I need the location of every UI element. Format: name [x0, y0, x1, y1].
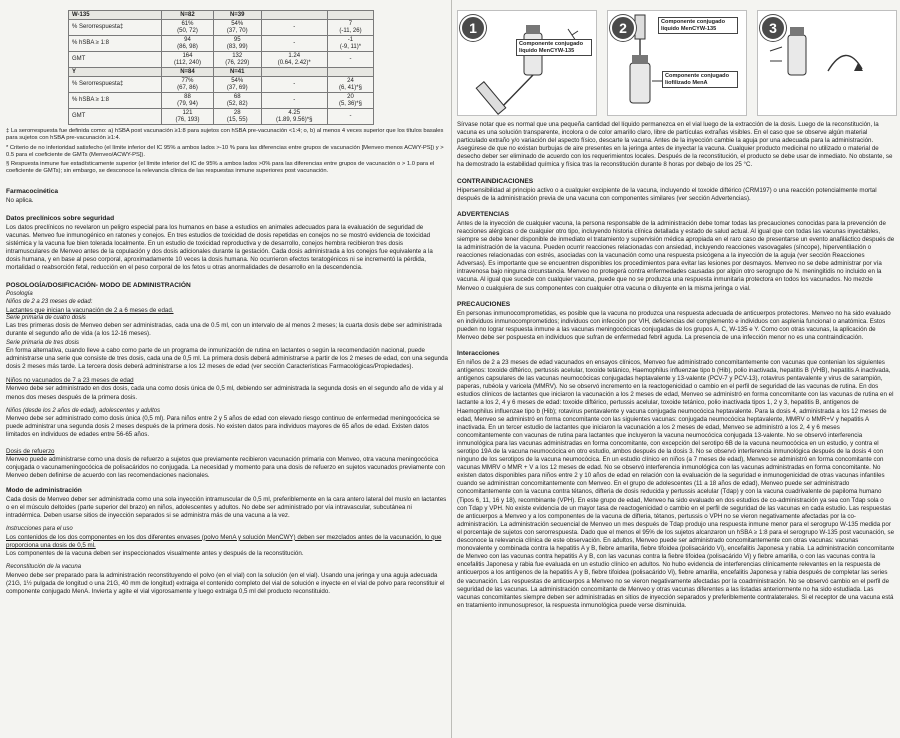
table-row	[69, 36, 374, 52]
heading-farmacocinetica: Farmacocinética	[6, 187, 59, 195]
heading-precauciones: PRECAUCIONES	[457, 300, 511, 308]
subheading-dosis-refuerzo: Dosis de refuerzo	[6, 447, 55, 455]
callout-liquid-component: Componente conjugado líquido MenCYW-135	[658, 17, 738, 34]
step-number-2: 2	[610, 15, 636, 41]
table-cell: N=84	[162, 68, 214, 77]
text-no-vacunados: Menveo debe ser administrado en dos dosis, cada una como dosis única de 0,5 ml, debiendo ser administrada la segunda dosis en el segundo año de vida y al menos dos meses después de la primera dosis.	[6, 385, 444, 401]
subheading-instrucciones: Instrucciones para el uso	[6, 526, 73, 533]
heading-modo-administracion: Modo de administración	[6, 486, 82, 494]
heading-advertencias: ADVERTENCIAS	[457, 210, 510, 218]
table-cell: % Serorrespuesta‡	[69, 20, 162, 36]
table-cell: -	[327, 109, 373, 125]
subheading-no-vacunados: Niños no vacunados de 7 a 23 meses de edad	[6, 377, 134, 385]
illustration-step-3	[757, 10, 897, 116]
heading-contraindicaciones: CONTRAINDICACIONES	[457, 177, 534, 185]
table-cell: -	[327, 52, 373, 68]
reconstitution-illustrations	[457, 10, 895, 118]
table-cell: 94 (86, 98)	[162, 36, 214, 52]
text-instrucciones-inspeccion: Los componentes de la vacuna deben ser inspeccionados visualmente antes y después de la reconstitución.	[6, 549, 304, 557]
table-cell: 88 (79, 94)	[162, 93, 214, 109]
table-cell: GMT	[69, 52, 162, 68]
table-cell: 68 (52, 82)	[213, 93, 261, 109]
table-cell: W-135	[69, 11, 162, 20]
text-ninos-adultos: Menveo debe ser administrado como dosis única (0,5 ml). Para niños entre 2 y 5 años de edad con elevado riesgo continuo de enfermedad meningocócica se puede administrar una segunda dosis 2 meses después de la primera dosis. No existen datos para individuos mayores de 65 años de edad. Existen datos limitados en individuos de edades entre 56-65 años.	[6, 415, 440, 439]
illustration-step-1	[457, 10, 597, 116]
step-number-1: 1	[460, 15, 486, 41]
table-cell: 4.25 (1.89, 9.56)*§	[261, 109, 327, 125]
table-cell: 164 (112, 240)	[162, 52, 214, 68]
footnote-no-inferioridad: * Criterio de no inferioridad satisfecho (el límite inferior del IC 95% a ambos lados >-10 % para las diferencias entre grupos de vacunación [Menveo menos ACWY-PS]) y > 0.5 para el coeficiente de GMTs (Menveo/ACWY-PS]).	[6, 144, 444, 158]
text-advertencias: Antes de la inyección de cualquier vacuna, la persona responsable de la administración debe tomar todas las precauciones conocidas para la prevención de reacciones alérgicas o de cualquier otro tipo, incluyendo historia clínica detallada y estado de salud actual. Al igual que con todas las vacunas inyectables, siempre se debe tener disponible de inmediato el tratamiento y supervisión médica apropiada en el raro caso de presentarse un evento anafiláctico después de la administración de la vacuna. Pueden ocurrir reacciones relacionadas con ansiedad, incluyendo reacciones vasovagales (síncope), hiperventilación o reacciones relacionadas con estrés, asociadas con la vacunación como una respuesta psicógena a la inyección de la aguja (ver sección Reacciones Adversas). Es importante que se encuentren disponibles los procedimientos para evitar las lesiones por desmayos. Menveo no se debe administrar por vía intravenosa bajo ninguna circunstancia. Menveo no protegerá contra enfermedades causadas por algún otro serogrupo de N. meningitidis no incluido en la vacuna. Al igual que sucede con cualquier vacuna, puede que no se produzca una respuesta inmunitaria protectora en todos los vacunados. No mezcle Menveo o cualquiera de sus componentes con cualquier otra vacuna o diluyente en la misma jeringa o vial.	[457, 219, 895, 292]
subheading-ninos-2-23: Niños de 2 a 23 meses de edad:	[6, 299, 93, 306]
table-cell: -	[261, 36, 327, 52]
table-cell: 77% (67, 86)	[162, 77, 214, 93]
table-cell: 28 (15, 55)	[213, 109, 261, 125]
text-dosis-refuerzo: Menveo puede administrarse como una dosis de refuerzo a sujetos que previamente recibieron vacunación primaria con Menveo, otra vacuna meningocócica conjugada o vacunameningocócica de polisacáridos no conjugada. La necesidad y momento para una dosis de refuerzo en sujetos vacunados previamente con Menveo deben definirse de acuerdo con las recomendaciones nacionales.	[6, 455, 445, 479]
footnote-superioridad: § Respuesta inmune fue estadísticamente superior (el límite inferior del IC de 95% a ambos lados >0% para las diferencias entre grupos de vacunación o > 1.0 para el coeficiente de GMTs); sin embargo, se desconoce la relevancia clínica de las respuestas inmune superiores post vacunación.	[6, 161, 435, 175]
right-column	[457, 0, 895, 611]
subheading-serie-tres: Serie primaria de tres dosis	[6, 339, 80, 346]
table-cell: -1 (-9, 11)*	[327, 36, 373, 52]
table-cell	[261, 68, 327, 77]
text-reconstitucion: Menveo debe ser preparado para la administración reconstituyendo el polvo (en el vial) con la solución (en el vial). Usando una jeringa y una aguja adecuada (21G, 1½ pulgada de longitud o una 21G, 40 mm de longitud) extraiga el contenido completo del vial de solución e inyecte en el vial de polvo para reconstituir el componente conjugado MenA. Invierta y agite el vial vigorosamente y luego extraiga 0,5 ml del producto reconstituido.	[6, 571, 445, 595]
table-cell: 61% (50, 72)	[162, 20, 214, 36]
heading-interacciones: Interacciones	[457, 349, 500, 357]
table-cell: N=82	[162, 11, 214, 20]
table-cell: GMT	[69, 109, 162, 125]
table-cell: % Serorrespuesta‡	[69, 77, 162, 93]
table-row	[69, 20, 374, 36]
table-header-row	[69, 11, 374, 20]
table-header-row	[69, 68, 374, 77]
table-row	[69, 109, 374, 125]
table-cell: -	[261, 20, 327, 36]
table-cell: 132 (76, 229)	[213, 52, 261, 68]
table-cell: % hSBA ≥ 1:8	[69, 93, 162, 109]
datos-preclinicos-text: Los datos preclínicos no revelaron un peligro especial para los humanos en base a estudios en animales adecuados para la evaluación de seguridad de vacunas. Menveo fue inmunogénico en ratones y conejos. En tres estudios de toxicidad de dosis repetidas en conejos no se mostró evidencia de toxicidad sistémica y la vacuna fue bien tolerada localmente. En un estudio de toxicidad reproductiva y de desarrollo, conejos hembra recibieron tres dosis intramusculares de Menveo antes de la copulación y dos dosis adicionales durante la gestación. Cada dosis administrada a los conejos fue equivalente a la dosis humana, y en base al peso corporal, aproximadamente 10 veces la dosis humana. No ocurrieron efectos teratogénicos ni se incrementó la pérdida, mortalidad o reabsorción fetal, reducción en el peso corporal de los fetos u otras anormalidades de desarrollo en la descendencia.	[6, 223, 433, 272]
table-cell: Y	[69, 68, 162, 77]
text-interacciones: En niños de 2 a 23 meses de edad vacunados en ensayos clínicos, Menveo fue administrado concomitantemente con vacunas que contenian los siguientes antígenos: toxoide diftérico, pertussis acelular, toxoide tetánico, Haemophilus influenzae tipo b (Hib), polio inactivada, hepatitis B (VHB), hepatitis A inactivada, antígenos capsulares de las vacunas neumocócicas conjugadas heptavalente y 13-valente (PCV-7 y PCV-13), rotavirus pentavalente y virus de sarampión, paperas, rubéola y varicela (MMRV). No se observó incremento en la reactogenicidad o cambio en el perfil de seguridad de las vacunas de rutina. En dos estudios clínicos de lactantes que iniciaron la vacunación a los 2 meses de edad, Menveo se administró en forma concomitante con las vacunas de rutina en el lactante a los 2, 4 y 6 meses de edad: toxoide diftérico, pertussis acelular, toxoide tetánico, polio inactivada tipos 1, 2 y 3, hepatitis B, antígenos de Haemophilus influenzae tipo b (Hib); rotavirus pentavalente y vacuna conjugada neumocócica heptavalente. Para la dosis 4, administrada a los 12 meses de edad, Menveo se administró en forma concomitante con las siguientes vacunas: conjugada neumocócica heptavalente, MMRV o MMR+V y hepatitis A inactivada. En un tercer estudio de lactantes que iniciaron la vacunación a los 2 meses de edad, Menveo se administró a los 2, 4 y 6 meses concomitantemente con vacunas de rutina para lactantes que incluyeron la vacuna neumocócica conjugada 13-valente. No se observó interferencia inmunológica para las vacunas administradas en forma concomitante, con excepción del serotipo 6B de la vacuna neumocócica en un estudio, y contra el serotipo 19A de la vacuna neumocócica en otro estudio, ambos después de la dosis 3. No se observó interferencia inmunológica después de la dosis 4 con ninguno de los serotipos de la vacuna neumocócica. En un estudio clínico en niños (a 7 meses de edad), Menveo se administró en forma concomitante con vacunas MMRV o MMR + V a los 12 meses de edad. No se observó interferencia inmunológica con las vacunas administradas en forma concomitante. No existen datos disponibles para niños entre 2 y 10 años de edad en relación con la evaluación de la seguridad e inmunogenicidad de otras vacunas infantiles cuando se administran concomitantemente con Menveo. En el grupo de adolescentes (11 a 18 años de edad), Menveo puede ser administrado concomitantemente con la vacuna contra tétanos, difteria de dosis reducida y pertussis acelular (Tdap) y con la vacuna cuadrivalente de papiloma humano (Tipos 6, 11, 16 y 18), recombinante (VPH). En este grupo de edad, Menveo ha sido evaluado en dos estudios de co-administración ya sea con Tdap sola o con Tdap y VPH. No existe evidencia de un mayor tasa de reactogenicidad o cambio en el perfil de seguridad de las vacunas en cada estudio. Las respuestas de anticuerpos a Menveo y a los componentes de la vacuna de difteria, tétanos, pertussis o VPH no se vieron negativamente afectadas por la co-administración. La administración secuencial de Menveo un mes después de Tdap produjo una respuesta inmune menor para el serogrupo W-135 medida por el porcentaje de sujetos con serorrespuesta. Dado que el menos el 95% de los sujetos alcanzaron un hSBA ≥ 1:8 para el serogrupo W-135 post vacunación, se desconoce la relevancia clínica de este observación. En adultos, Menveo puede ser administrado concomitantemente con otras vacunas: vacunas monovalente y combinada contra la hepatitis A y B, fiebre amarilla, fiebre tifoidea (polisacárido Vi), encefalitis Japonesa y rabia. La administración concomitante de Menveo con las vacunas contra hepatitis A y B, con las vacunas contra la fiebre tifoidea (polisacárido Vi) y fiebre amarilla, o con las vacunas contra la encefalitis Japonesa y rabia fue evaluada en un estudio clínico en adultos. No hubo evidencia de interferencias clínicamente relevantes en la respuesta de anticuerpos a los antígenos de la hepatitis A y B, fiebre tifoidea (polisacárido Vi), fiebre amarilla, encefalitis Japonesa y rabia después de completar las series de vacunación. Las respuestas de anticuerpos a Menveo no se vieron negativamente afectadas por la coadministración. No se observó cambio en el perfil de seguridad de las vacunas. La administración concomitante de Menveo y otras vacunas diferentes a las listadas anteriormente no ha sido estudiada. Las vacunas concomitantes siempre deben ser administradas en sitios de inyección separados y preferiblemente contralaterales. Si el receptor de una vacuna está en tratamiento inmunosupresor, la respuesta inmunológica puede verse disminuida.	[457, 358, 895, 609]
immunogenicity-table	[68, 10, 374, 125]
table-footnotes	[6, 128, 448, 176]
subheading-reconstitucion: Reconstitución de la vacuna	[6, 564, 82, 571]
table-cell	[327, 68, 373, 77]
table-cell: 24 (6, 41)*§	[327, 77, 373, 93]
footnote-serorrespuesta: ‡ La serorrespuesta fue definida como: a) hSBA post vacunación ≥1:8 para sujetos con hSBA pre-vacunación <1:4; o, b) al menos 4 veces superior que los títulos basales para sujetos con hSBA pre-vacunación ≥1:4.	[6, 128, 444, 142]
subheading-serie-cuatro: Serie primaria de cuatro dosis	[6, 314, 86, 321]
table-cell: 95 (83, 99)	[213, 36, 261, 52]
left-column	[6, 0, 448, 597]
table-row	[69, 93, 374, 109]
table-cell: 54% (37, 70)	[213, 20, 261, 36]
text-reconstitucion-notas: Sírvase notar que es normal que una pequeña cantidad del líquido permanezca en el vial luego de la extracción de la dosis. Luego de la reconstitución, la vacuna es una solución transparente, incolora o de color amarillo claro, libre de partículas extrañas visibles. En el caso que se observe algún material particulado extraño y/o variación del aspecto físico, descarte la vacuna. Antes de la inyección cambie la aguja por una adecuada para la administración. Asegúrese de que no existan burbujas de aire presentes en la jeringa antes de inyectar la vacuna. Cualquier producto medicinal no utilizado o material de desecho deber ser eliminado de acuerdo con los requerimientos locales. Después de la reconstitución, el producto se debe usar de inmediato. No obstante, se ha demostrado la estabilidad química y física tras la reconstitución durante 8 horas por debajo de los 25 °C.	[457, 121, 893, 169]
table-cell: 20 (5, 36)*§	[327, 93, 373, 109]
step-number-3: 3	[760, 15, 786, 41]
callout-liquid-component: Componente conjugado líquido MenCYW-135	[516, 39, 592, 56]
farmacocinetica-text: No aplica.	[6, 196, 34, 204]
table-cell: 121 (76, 193)	[162, 109, 214, 125]
subheading-posologia: Posología	[6, 291, 33, 298]
table-cell: N=39	[213, 11, 261, 20]
table-cell: -	[261, 93, 327, 109]
heading-posologia: POSOLOGÍA/DOSIFICACIÓN- MODO DE ADMINISTRACIÓN	[6, 282, 191, 290]
table-cell	[327, 11, 373, 20]
table-cell: 54% (37, 69)	[213, 77, 261, 93]
text-modo-administracion: Cada dosis de Menveo deber ser administrada como una sola inyección intramuscular de 0,5 ml, preferiblemente en la cara antero lateral del muslo en lactantes o en el músculo deltoides (parte superior del brazo) en niños, adolescentes y adultos. No debe ser administrado por vía intravascular, subcutánea ni intradérmica. Deben usarse sitios de inyección separados si se administra más de una vacuna a la vez.	[6, 495, 447, 520]
table-cell: 7 (-11, 26)	[327, 20, 373, 36]
callout-lyophilized-component: Componente conjugado liofilizado MenA	[662, 71, 738, 88]
illustration-step-2	[607, 10, 747, 116]
table-cell	[261, 11, 327, 20]
column-divider	[451, 0, 452, 738]
table-cell: 1.24 (0.64, 2.42)*	[261, 52, 327, 68]
subheading-ninos-adultos: Niños (desde los 2 años de edad), adolescentes y adultos	[6, 407, 161, 414]
text-serie-cuatro: Las tres primeras dosis de Menveo deben ser administradas, cada una de 0.5 ml, con un intervalo de al menos 2 meses; la cuarta dosis debe ser administrada durante el segundo año de vida (a los 12-16 meses).	[6, 322, 442, 338]
text-instrucciones-mezcla: Los contenidos de los dos componentes en los dos diferentes envases (polvo MenA y solución MenCWY) deben ser mezclados antes de la vacunación, lo que proporciona una dosis de 0,5 ml.	[6, 533, 442, 549]
table-row	[69, 52, 374, 68]
text-contraindicaciones: Hipersensibilidad al principio activo o a cualquier excipiente de la vacuna, incluyendo el toxoide diftérico (CRM197) o una reacción potencialmente mortal después de la administración previa de una vacuna con componentes similares (ver sección Advertencias).	[457, 186, 877, 202]
text-precauciones: En personas inmunocomprometidas, es posible que la vacuna no produzca una respuesta adecuada de anticuerpos protectores. Menveo no ha sido evaluado en individuos inmunocomprometidos; individuos con infección por VIH, deficiencias del complemento e individuos con asplenia funcional o anatómica. Estos pueden no lograr respuesta inmune a las vacunas meningocócicas conjugadas de los grupos A, C, W-135 e Y. Como con otras vacunas, la aplicación de Menveo debe ser pospuesta en individuos que sufran de enfermedad febril aguda. La presencia de una infección menor no es una contraindicación.	[457, 309, 891, 341]
table-cell: -	[261, 77, 327, 93]
table-row	[69, 77, 374, 93]
subheading-lactantes: Lactantes que inician la vacunación de 2 a 6 meses de edad.	[6, 306, 174, 314]
text-serie-tres: En forma alternativa, cuando lleve a cabo como parte de un programa de inmunización de rutina en lactantes o según la recomendación nacional, puede administrarse una serie que consiste de tres dosis, cada una de 0,5 ml. La primera dosis deberá administrarse a partir de los 2 meses de edad, con una segunda dosis 2 meses más tarde. La tercera dosis deberá administrarse a los 12 meses de edad (ver sección Características Farmacológicas/Propiedades).	[6, 347, 448, 371]
table-cell: N=41	[213, 68, 261, 77]
heading-datos-preclinicos: Datos preclínicos sobre seguridad	[6, 214, 115, 222]
table-cell: % hSBA ≥ 1:8	[69, 36, 162, 52]
